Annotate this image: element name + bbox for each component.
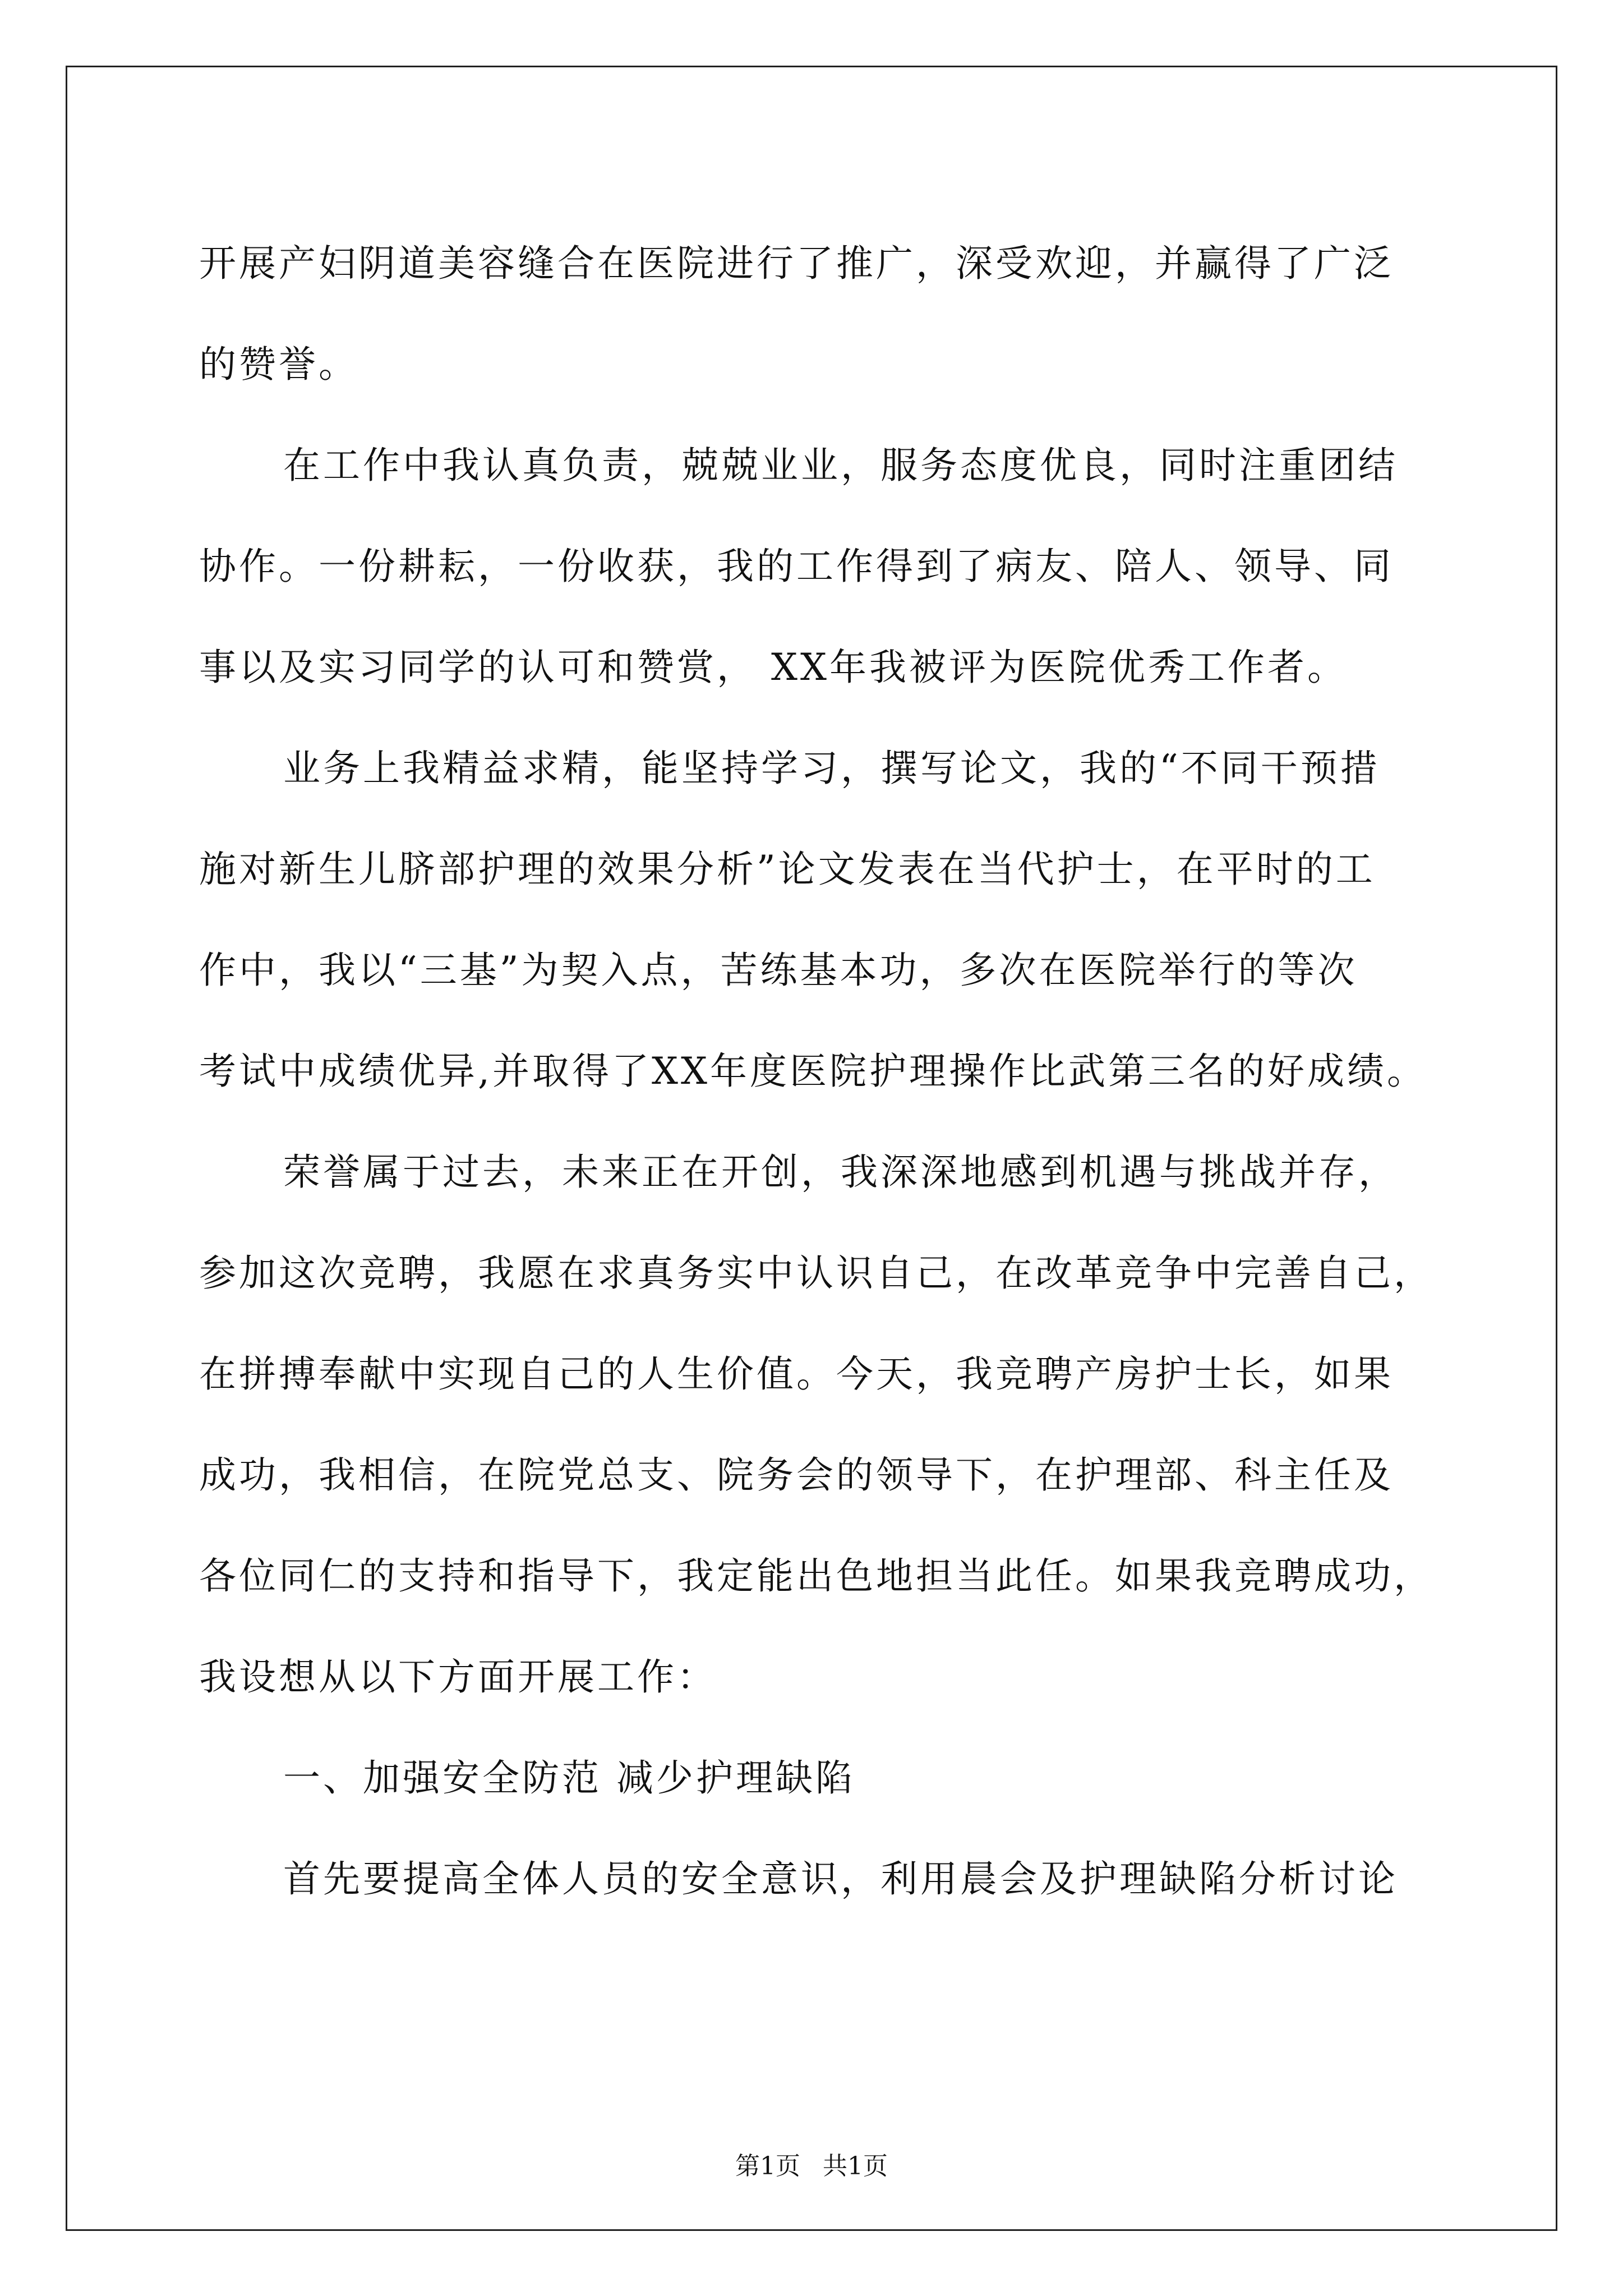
text-line: 的赞誉。 bbox=[199, 343, 358, 386]
text-line: 各位同仁的支持和指导下，我定能出色地担当此任。如果我竞聘成功， bbox=[199, 1554, 1433, 1598]
text-line: 在拼搏奉献中实现自己的人生价值。今天，我竞聘产房护士长，如果 bbox=[199, 1352, 1394, 1396]
text-line: 作中，我以“三基”为契入点，苦练基本功，多次在医院举行的等次 bbox=[199, 949, 1358, 992]
text-line: 施对新生儿脐部护理的效果分析”论文发表在当代护士，在平时的工 bbox=[199, 848, 1376, 891]
paragraph-start-line: 首先要提高全体人员的安全意识，利用晨会及护理缺陷分析讨论 bbox=[283, 1857, 1398, 1901]
page-total-label: 共1页 bbox=[823, 2152, 888, 2180]
page-footer bbox=[0, 2150, 1623, 2183]
section-heading: 一、加强安全防范 减少护理缺陷 bbox=[283, 1756, 855, 1800]
text-line: 开展产妇阴道美容缝合在医院进行了推广，深受欢迎，并赢得了广泛 bbox=[199, 242, 1394, 285]
text-line: 协作。一份耕耘，一份收获，我的工作得到了病友、陪人、领导、同 bbox=[199, 545, 1394, 588]
text-line: 事以及实习同学的认可和赞赏， XX年我被评为医院优秀工作者。 bbox=[199, 646, 1347, 689]
text-line: 成功，我相信，在院党总支、院务会的领导下，在护理部、科主任及 bbox=[199, 1453, 1394, 1497]
text-line: 参加这次竞聘，我愿在求真务实中认识自己，在改革竞争中完善自己， bbox=[199, 1251, 1433, 1295]
page-number-label: 第1页 bbox=[735, 2152, 800, 2180]
paragraph-start-line: 业务上我精益求精，能坚持学习，撰写论文，我的“不同干预措 bbox=[283, 747, 1380, 790]
text-line: 我设想从以下方面开展工作： bbox=[199, 1655, 717, 1699]
paragraph-start-line: 在工作中我认真负责，兢兢业业，服务态度优良，同时注重团结 bbox=[283, 444, 1398, 487]
document-body bbox=[199, 213, 1433, 1930]
text-line: 考试中成绩优异,并取得了XX年度医院护理操作比武第三名的好成绩。 bbox=[199, 1050, 1427, 1093]
paragraph-start-line: 荣誉属于过去，未来正在开创，我深深地感到机遇与挑战并存， bbox=[283, 1151, 1398, 1194]
